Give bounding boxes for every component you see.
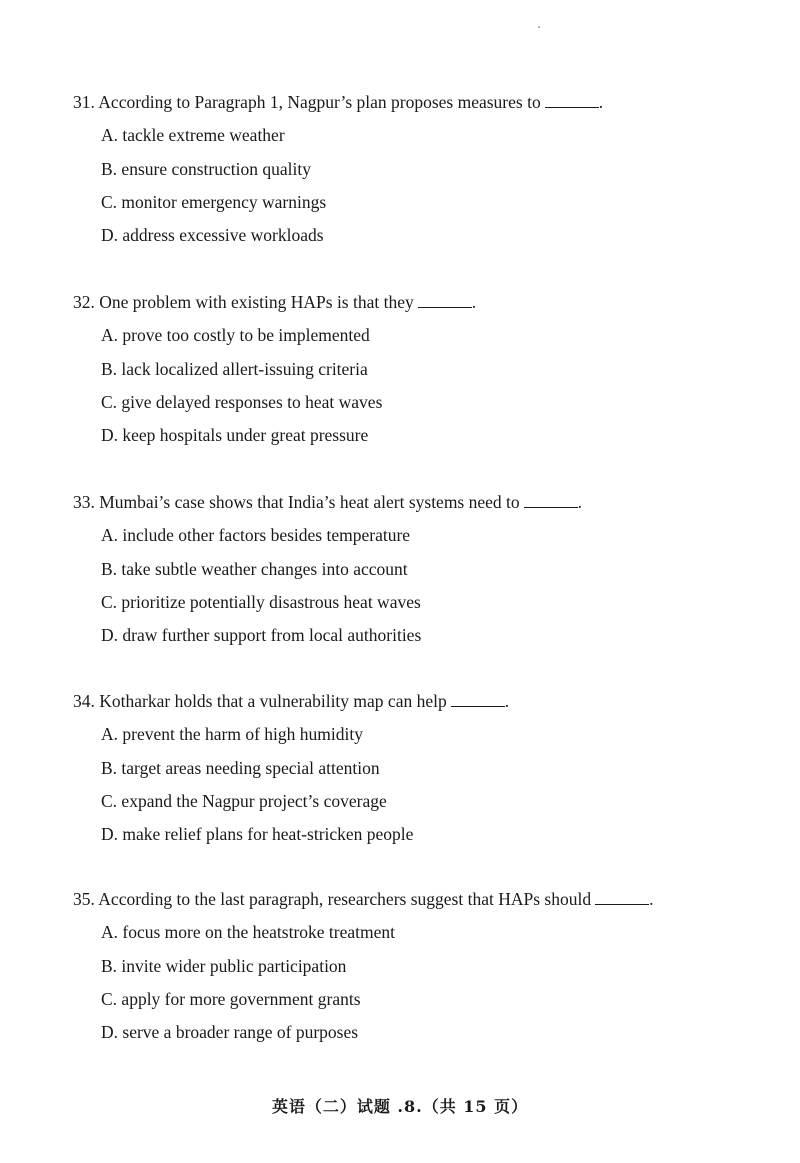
question-end: . bbox=[471, 292, 477, 312]
question-stem bbox=[73, 888, 753, 910]
answer-blank bbox=[524, 493, 578, 508]
question-stem bbox=[73, 91, 753, 113]
option-b: B. ensure construction quality bbox=[101, 158, 311, 179]
question-34 bbox=[73, 690, 753, 845]
question-text: 34. Kotharkar holds that a vulnerability map can help bbox=[73, 691, 447, 711]
answer-blank bbox=[545, 93, 599, 108]
question-end: . bbox=[598, 92, 604, 112]
question-stem bbox=[73, 690, 753, 712]
option-list bbox=[73, 324, 753, 446]
option-c: C. apply for more government grants bbox=[101, 988, 361, 1009]
option-a: A. include other factors besides temperature bbox=[101, 525, 411, 546]
option-a: A. focus more on the heatstroke treatment bbox=[101, 922, 395, 943]
question-31 bbox=[73, 91, 753, 246]
question-text: 33. Mumbai’s case shows that India’s heat alert systems need to bbox=[73, 492, 520, 512]
question-end: . bbox=[504, 691, 510, 711]
option-d: D. make relief plans for heat-stricken people bbox=[101, 824, 414, 845]
option-list bbox=[73, 124, 753, 246]
answer-blank bbox=[418, 293, 472, 308]
option-a: A. prevent the harm of high humidity bbox=[101, 724, 363, 745]
option-c: C. give delayed responses to heat waves bbox=[101, 391, 383, 412]
option-list bbox=[73, 524, 753, 646]
question-text: 35. According to the last paragraph, researchers suggest that HAPs should bbox=[73, 889, 592, 909]
option-d: D. serve a broader range of purposes bbox=[101, 1022, 359, 1043]
answer-blank bbox=[595, 890, 649, 905]
question-35 bbox=[73, 888, 753, 1043]
page-footer: 英语（二）试题 .8.（共 15 页） bbox=[271, 1097, 529, 1116]
option-c: C. monitor emergency warnings bbox=[101, 191, 327, 212]
option-a: A. tackle extreme weather bbox=[101, 125, 285, 146]
option-list bbox=[73, 921, 753, 1043]
question-text: 32. One problem with existing HAPs is that they bbox=[73, 292, 414, 312]
scan-speck bbox=[538, 26, 540, 28]
option-list bbox=[73, 723, 753, 845]
option-d: D. keep hospitals under great pressure bbox=[101, 425, 369, 446]
question-stem bbox=[73, 491, 753, 513]
question-end: . bbox=[577, 492, 583, 512]
question-stem bbox=[73, 291, 753, 313]
option-d: D. draw further support from local authorities bbox=[101, 625, 422, 646]
option-a: A. prove too costly to be implemented bbox=[101, 325, 370, 346]
option-b: B. lack localized allert-issuing criteria bbox=[101, 358, 368, 379]
option-c: C. expand the Nagpur project’s coverage bbox=[101, 790, 387, 811]
option-b: B. invite wider public participation bbox=[101, 955, 347, 976]
question-text: 31. According to Paragraph 1, Nagpur’s plan proposes measures to bbox=[73, 92, 541, 112]
option-d: D. address excessive workloads bbox=[101, 225, 324, 246]
question-33 bbox=[73, 491, 753, 646]
option-b: B. take subtle weather changes into account bbox=[101, 558, 408, 579]
option-c: C. prioritize potentially disastrous heat waves bbox=[101, 591, 421, 612]
answer-blank bbox=[451, 692, 505, 707]
question-end: . bbox=[649, 889, 654, 909]
question-32 bbox=[73, 291, 753, 446]
option-b: B. target areas needing special attention bbox=[101, 757, 380, 778]
